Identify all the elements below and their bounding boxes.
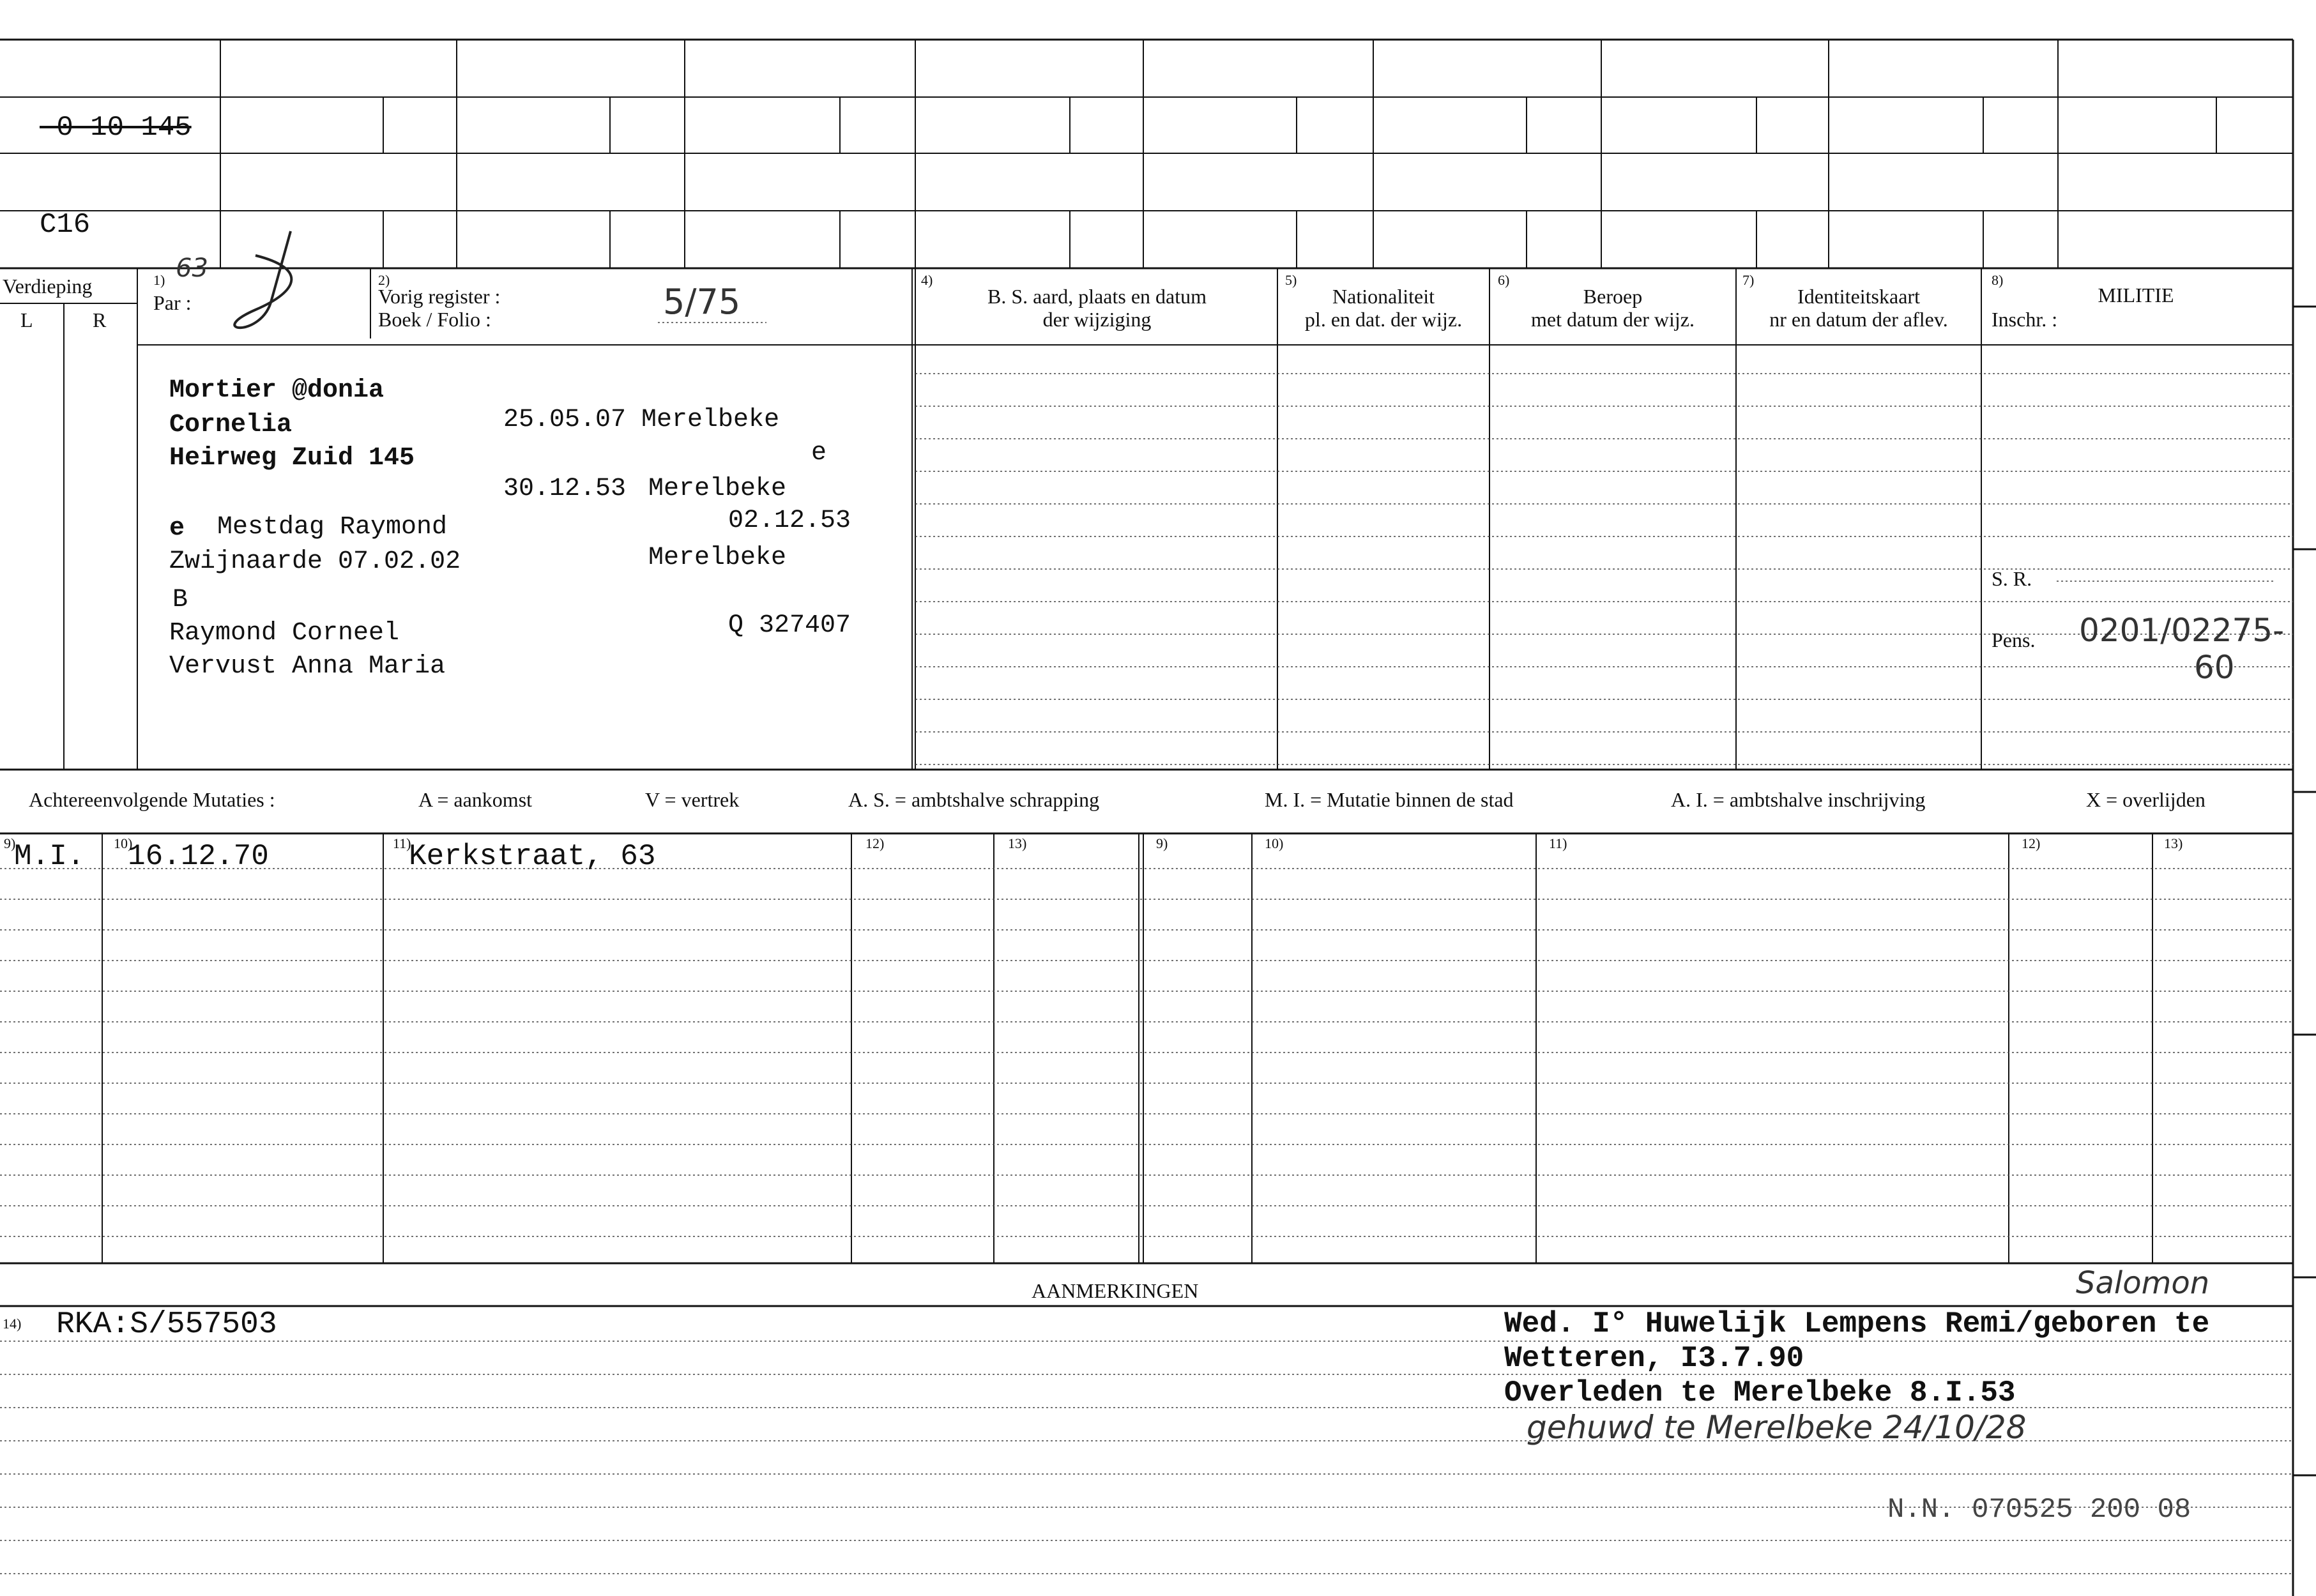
legend-schrapping: A. S. = ambtshalve schrapping (848, 788, 1100, 811)
field-number-8: 8) (1992, 272, 2004, 288)
bs-header-line2: der wijziging (1042, 308, 1152, 331)
pens-label: Pens. (1992, 628, 2036, 651)
field-number-4: 4) (921, 272, 933, 288)
field-number-7: 7) (1742, 272, 1755, 288)
id-card-header-line2: nr en datum der aflev. (1769, 308, 1948, 331)
par-number: 63 (176, 254, 208, 283)
id-number: Q 327407 (728, 611, 851, 640)
floor-l-label: L (20, 308, 33, 331)
person-place2: Merelbeke (648, 475, 787, 503)
verdieping-label: Verdieping (3, 275, 93, 298)
legend-mutatie: M. I. = Mutatie binnen de stad (1265, 788, 1514, 811)
person-name-line2: Cornelia (169, 411, 293, 439)
nationality-header-line1: Nationaliteit (1332, 285, 1435, 308)
profession-header-line2: met datum der wijz. (1531, 308, 1695, 331)
id-card-header-line1: Identiteitskaart (1797, 285, 1920, 308)
remark-line1: Wed. I° Huwelijk Lempens Remi/geboren te (1504, 1307, 2210, 1341)
inschr-label: Inschr. : (1992, 308, 2058, 331)
floor-r-label: R (93, 308, 107, 331)
mut-col-13b: 13) (2164, 835, 2183, 851)
mut-col-11: 11) (393, 835, 411, 851)
code-c16: C16 (40, 209, 91, 241)
rka-number: RKA:S/557503 (56, 1307, 277, 1342)
person-name-line1: Mortier @donia (169, 376, 385, 405)
mut-col-11b: 11) (1549, 835, 1567, 851)
mutations-legend-title: Achtereenvolgende Mutaties : (29, 788, 275, 811)
nationality-header-line2: pl. en dat. der wijz. (1304, 308, 1463, 331)
spouse-name: Mestdag Raymond (217, 513, 448, 542)
mut-col-10b: 10) (1265, 835, 1284, 851)
mutation-address: Kerkstraat, 63 (409, 840, 656, 873)
profession-header-line1: Beroep (1583, 285, 1643, 308)
pens-value-line2: 60 (2194, 649, 2235, 686)
person-date3: 02.12.53 (728, 506, 851, 535)
person-address: Heirweg Zuid 145 (169, 444, 415, 473)
field-number-6: 6) (1498, 272, 1510, 288)
mut-col-12b: 12) (2022, 835, 2041, 851)
militie-header: MILITIE (2098, 284, 2174, 307)
mother-name: Vervust Anna Maria (169, 652, 446, 681)
legend-aankomst: A = aankomst (418, 788, 533, 811)
mut-col-12: 12) (865, 835, 885, 851)
vorig-register-label: Vorig register : (378, 285, 501, 308)
mut-col-9b: 9) (1156, 835, 1168, 851)
remark-line3: Overleden te Merelbeke 8.I.53 (1504, 1376, 2016, 1410)
person-birth: 25.05.07 Merelbeke (503, 406, 780, 434)
spouse-prefix: e (169, 514, 185, 543)
legend-vertrek: V = vertrek (645, 788, 740, 811)
field-number-5: 5) (1285, 272, 1297, 288)
sr-label: S. R. (1992, 567, 2032, 590)
remarks-title: AANMERKINGEN (1032, 1279, 1199, 1302)
nn-number: N.N. 070525 200 08 (1887, 1494, 2191, 1526)
mut-col-10: 10) (114, 835, 133, 851)
father-name: Raymond Corneel (169, 619, 400, 648)
field-number-1: 1) (153, 272, 165, 288)
legend-overlijden: X = overlijden (2086, 788, 2206, 811)
mutation-type: M.I. (14, 840, 85, 873)
mut-col-9: 9) (4, 835, 16, 851)
bs-header-line1: B. S. aard, plaats en datum (987, 285, 1207, 308)
person-place3: Merelbeke (648, 543, 787, 572)
struck-code: -0-10-145 (40, 112, 192, 144)
pens-value-line1: 0201/02275- (2079, 612, 2285, 649)
spouse-birth: Zwijnaarde 07.02.02 (169, 547, 461, 576)
legend-inschrijving: A. I. = ambtshalve inschrijving (1671, 788, 1926, 811)
mutation-date: 16.12.70 (128, 840, 269, 873)
field-number-2: 2) (378, 272, 390, 288)
person-e-mark: e (811, 439, 827, 467)
par-signature-stroke (234, 231, 291, 328)
register-value: 5/75 (663, 282, 741, 322)
b-mark: B (172, 586, 188, 614)
remark-line2: Wetteren, I3.7.90 (1504, 1342, 1804, 1375)
field-number-14: 14) (3, 1316, 22, 1332)
par-label: Par : (153, 291, 192, 314)
remark-handwritten-line: gehuwd te Merelbeke 24/10/28 (1527, 1409, 2027, 1446)
remarks-handwritten-top: Salomon (2076, 1265, 2210, 1301)
boek-folio-label: Boek / Folio : (378, 308, 491, 331)
mut-col-13: 13) (1008, 835, 1027, 851)
person-date2: 30.12.53 (503, 475, 627, 503)
